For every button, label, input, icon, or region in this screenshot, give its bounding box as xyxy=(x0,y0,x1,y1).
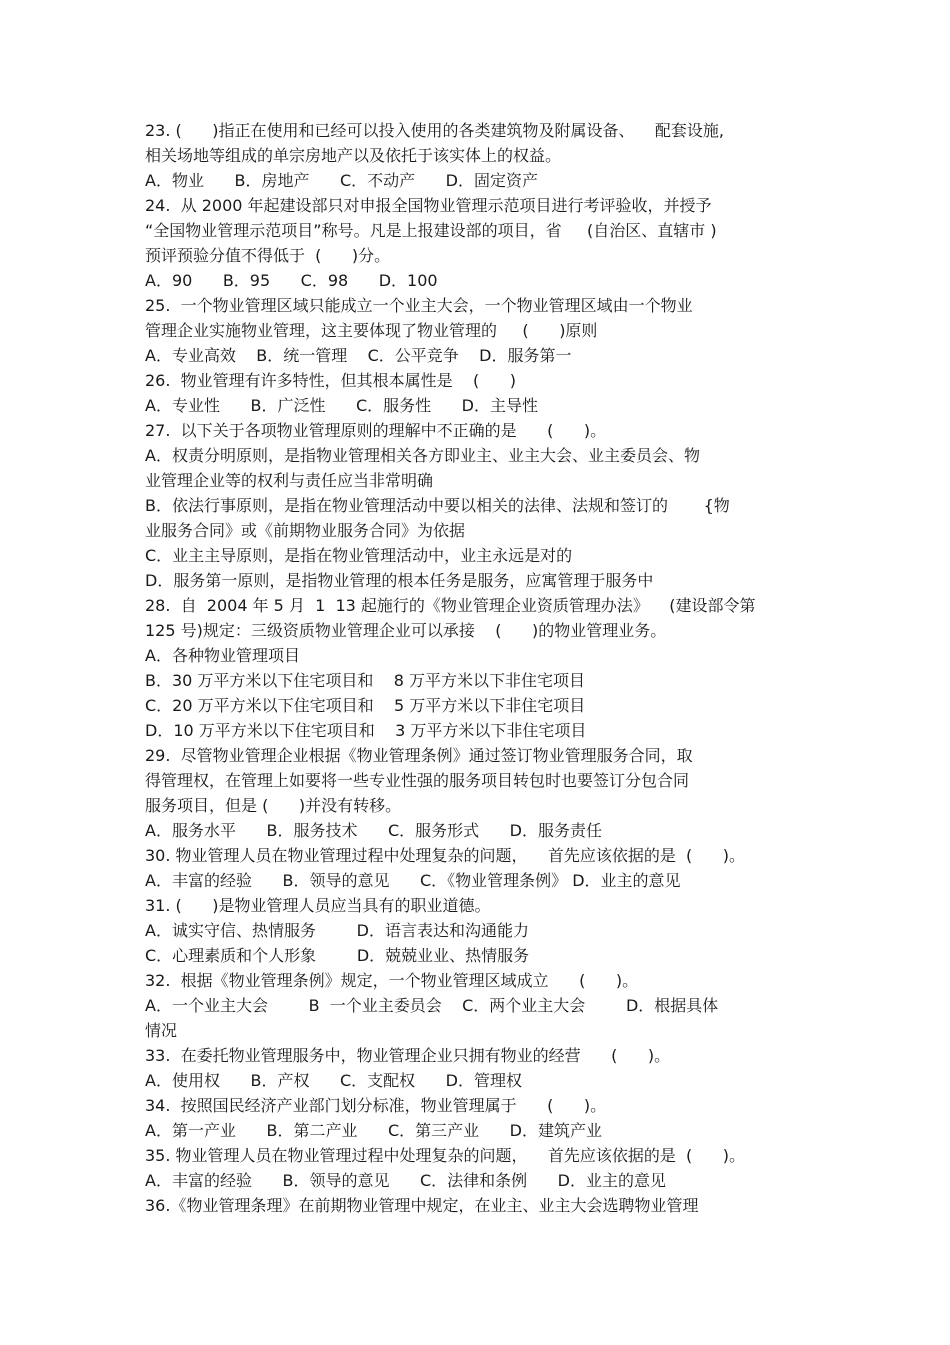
text-line: A．专业高效 B．统一管理 C．公平竞争 D．服务第一 xyxy=(145,346,572,365)
document-body xyxy=(145,118,810,1218)
text-line: A．丰富的经验 B．领导的意见 C．法律和条例 D．业主的意见 xyxy=(145,1171,666,1190)
text-line: 管理企业实施物业管理，这主要体现了物业管理的 ( )原则 xyxy=(145,321,598,340)
text-line: 业管理企业等的权利与责任应当非常明确 xyxy=(145,471,434,490)
text-line: 30. 物业管理人员在物业管理过程中处理复杂的问题， 首先应该依据的是 ( )。 xyxy=(145,846,746,865)
text-line: D．服务第一原则，是指物业管理的根本任务是服务，应寓管理于服务中 xyxy=(145,571,654,590)
text-line: C．心理素质和个人形象 D．兢兢业业、热情服务 xyxy=(145,946,530,965)
text-line: “全国物业管理示范项目”称号。凡是上报建设部的项目，省 (自治区、直辖市 ) xyxy=(145,221,717,240)
text-line: A．物业 B．房地产 C．不动产 D．固定资产 xyxy=(145,171,538,190)
text-line: A．90 B．95 C．98 D．100 xyxy=(145,271,438,290)
text-line: 服务项目，但是 ( )并没有转移。 xyxy=(145,796,402,815)
text-line: 24. 从 2000 年起建设部只对申报全国物业管理示范项目进行考评验收，并授予 xyxy=(145,196,712,215)
text-line: C．20 万平方米以下住宅项目和 5 万平方米以下非住宅项目 xyxy=(145,696,586,715)
text-line: 35. 物业管理人员在物业管理过程中处理复杂的问题， 首先应该依据的是 ( )。 xyxy=(145,1146,746,1165)
text-line: 情况 xyxy=(145,1021,178,1040)
text-line: A．各种物业管理项目 xyxy=(145,646,300,665)
text-line: 34. 按照国民经济产业部门划分标准，物业管理属于 ( )。 xyxy=(145,1096,607,1115)
text-line: 33. 在委托物业管理服务中，物业管理企业只拥有物业的经营 ( )。 xyxy=(145,1046,671,1065)
text-line: A．使用权 B．产权 C．支配权 D．管理权 xyxy=(145,1071,522,1090)
text-line: B．30 万平方米以下住宅项目和 8 万平方米以下非住宅项目 xyxy=(145,671,586,690)
text-line: 29. 尽管物业管理企业根据《物业管理条例》通过签订物业管理服务合同，取 xyxy=(145,746,693,765)
text-line: 23. ( )指正在使用和已经可以投入使用的各类建筑物及附属设备、 配套设施, xyxy=(145,121,724,140)
text-line: A．服务水平 B．服务技术 C．服务形式 D．服务责任 xyxy=(145,821,602,840)
text-line: A．专业性 B．广泛性 C．服务性 D．主导性 xyxy=(145,396,538,415)
text-line: 26. 物业管理有许多特性，但其根本属性是 ( ) xyxy=(145,371,516,390)
text-line: C．业主主导原则，是指在物业管理活动中，业主永远是对的 xyxy=(145,546,573,565)
text-line: 25. 一个物业管理区域只能成立一个业主大会，一个物业管理区域由一个物业 xyxy=(145,296,693,315)
text-line: 27. 以下关于各项物业管理原则的理解中不正确的是 ( )。 xyxy=(145,421,607,440)
text-line: A．丰富的经验 B．领导的意见 C．《物业管理条例》 D．业主的意见 xyxy=(145,871,681,890)
text-line: B．依法行事原则，是指在物业管理活动中要以相关的法律、法规和签订的 {物 xyxy=(145,496,730,515)
text-line: 28. 自 2004 年 5 月 1 13 起施行的《物业管理企业资质管理办法》 (建设部令第 xyxy=(145,596,756,615)
text-line: A．诚实守信、热情服务 D．语言表达和沟通能力 xyxy=(145,921,529,940)
text-line: 相关场地等组成的单宗房地产以及依托于该实体上的权益。 xyxy=(145,146,562,165)
text-line: 业服务合同》或《前期物业服务合同》为依据 xyxy=(145,521,466,540)
text-line: 得管理权，在管理上如要将一些专业性强的服务项目转包时也要签订分包合同 xyxy=(145,771,690,790)
text-line: A．第一产业 B．第二产业 C．第三产业 D．建筑产业 xyxy=(145,1121,602,1140)
text-line: 预评预验分值不得低于 ( )分。 xyxy=(145,246,391,265)
text-line: 31. ( )是物业管理人员应当具有的职业道德。 xyxy=(145,896,491,915)
text-line: A．权责分明原则，是指物业管理相关各方即业主、业主大会、业主委员会、物 xyxy=(145,446,700,465)
text-line: A．一个业主大会 B 一个业主委员会 C．两个业主大会 D．根据具体 xyxy=(145,996,719,1015)
text-line: D．10 万平方米以下住宅项目和 3 万平方米以下非住宅项目 xyxy=(145,721,587,740)
text-line: 36.《物业管理条理》在前期物业管理中规定，在业主、业主大会选聘物业管理 xyxy=(145,1196,699,1215)
text-line: 125 号)规定：三级资质物业管理企业可以承接 ( )的物业管理业务。 xyxy=(145,621,667,640)
text-line: 32. 根据《物业管理条例》规定，一个物业管理区域成立 ( )。 xyxy=(145,971,639,990)
